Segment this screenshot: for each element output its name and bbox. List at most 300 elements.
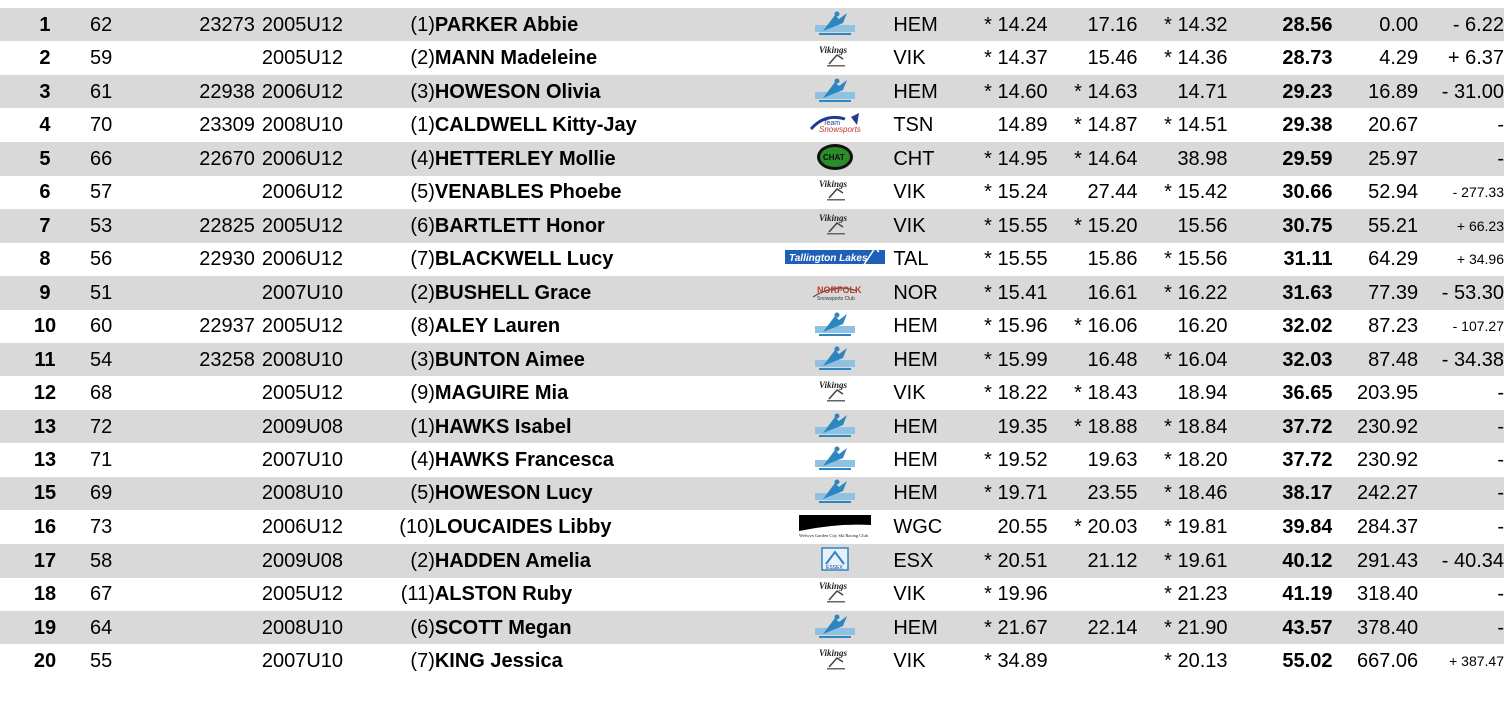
vikings-logo	[813, 42, 857, 74]
category-position-cell: (5)	[410, 181, 435, 204]
run-3-time-cell: * 14.36	[1164, 47, 1228, 70]
category-cell: U12	[306, 75, 370, 108]
svg-text:Vikings: Vikings	[819, 581, 848, 592]
club-code-cell: VIK	[893, 47, 926, 70]
ranking-diff-cell: -	[1497, 583, 1504, 606]
club-logo-cell	[778, 343, 894, 376]
position-cell: 19	[0, 611, 90, 644]
category-position-cell: (6)	[371, 209, 435, 242]
points-cell: 52.94	[1368, 181, 1419, 204]
run-3-time-cell: 14.71	[1138, 75, 1228, 108]
svg-text:Welwyn Garden City Ski Racing: Welwyn Garden City Ski Racing Club	[799, 532, 869, 538]
bib-cell: 67	[89, 583, 113, 606]
position-cell: 2	[39, 47, 51, 70]
points-cell: 4.29	[1379, 47, 1419, 70]
registration-cell	[154, 176, 255, 209]
category-cell: U12	[306, 142, 370, 176]
points-cell: 242.27	[1332, 477, 1418, 510]
run-3-time-cell: * 14.51	[1164, 114, 1228, 137]
birth-year-cell: 2007	[261, 448, 307, 471]
total-time-cell: 32.03	[1228, 343, 1333, 376]
racer-name-cell: BUNTON Aimee	[435, 343, 778, 376]
run-3-time-cell: * 19.81	[1164, 515, 1228, 538]
run-3-time-cell: * 15.42	[1164, 181, 1228, 204]
racer-name-cell: MAGUIRE Mia	[434, 382, 569, 405]
club-code-cell: WGC	[893, 515, 943, 538]
results-row	[0, 443, 1504, 476]
position-cell: 12	[33, 382, 57, 405]
run-3-time-cell: * 14.32	[1138, 8, 1228, 41]
racer-name-cell: MANN Madeleine	[434, 47, 598, 70]
results-row	[0, 376, 1504, 409]
results-row	[0, 243, 1504, 276]
run-2-time-cell: 16.61	[1048, 276, 1138, 309]
racer-name-cell: SCOTT Megan	[435, 611, 778, 644]
category-position-cell: (3)	[371, 343, 435, 376]
ranking-diff-cell: + 34.96	[1456, 251, 1504, 268]
bib-cell: 62	[90, 8, 154, 41]
run-2-time-cell: * 14.87	[1074, 114, 1138, 137]
category-position-cell: (1)	[371, 8, 435, 41]
racer-name-cell: CALDWELL Kitty-Jay	[434, 114, 637, 137]
bib-cell: 58	[90, 544, 154, 578]
total-time-cell: 30.75	[1228, 209, 1333, 242]
run-1-time-cell: 20.55	[997, 515, 1048, 538]
hemel-logo	[813, 477, 857, 509]
ranking-diff-cell: -	[1497, 114, 1504, 137]
club-logo-cell	[778, 611, 894, 644]
racer-name-cell: BARTLETT Honor	[435, 209, 778, 242]
run-2-time-cell: * 18.88	[1048, 410, 1138, 443]
birth-year-cell: 2005	[261, 583, 307, 606]
run-2-time-cell: * 20.03	[1074, 515, 1138, 538]
club-logo-cell	[778, 8, 894, 41]
racer-name-cell: ALSTON Ruby	[434, 583, 573, 606]
results-row	[0, 142, 1504, 176]
bib-cell: 53	[90, 209, 154, 242]
category-cell: U12	[306, 8, 370, 41]
birth-year-cell: 2007	[255, 276, 306, 309]
club-code-cell: VIK	[893, 650, 926, 673]
bib-cell: 56	[89, 248, 113, 271]
registration-cell: 22670	[154, 142, 255, 176]
club-logo-cell	[778, 410, 894, 443]
results-row	[0, 410, 1504, 443]
ranking-diff-cell: - 277.33	[1452, 184, 1504, 201]
results-row	[0, 176, 1504, 209]
racer-name-cell: LOUCAIDES Libby	[434, 515, 612, 538]
category-position-cell: (9)	[410, 382, 435, 405]
club-logo-cell	[778, 544, 894, 578]
run-1-time-cell: * 15.55	[958, 209, 1048, 242]
registration-cell: 23273	[154, 8, 255, 41]
svg-text:Vikings: Vikings	[819, 648, 848, 659]
club-logo-cell	[778, 142, 894, 176]
points-cell: 667.06	[1356, 650, 1419, 673]
position-cell: 17	[0, 544, 90, 578]
registration-cell	[154, 510, 255, 543]
bib-cell: 59	[89, 47, 113, 70]
total-time-cell: 31.63	[1228, 276, 1333, 309]
position-cell: 20	[33, 650, 57, 673]
svg-text:CHAT: CHAT	[823, 152, 846, 162]
run-1-time-cell: * 14.95	[958, 142, 1048, 176]
registration-cell: 22930	[199, 248, 255, 271]
run-3-time-cell: 15.56	[1138, 209, 1228, 242]
total-time-cell: 36.65	[1282, 382, 1333, 405]
run-3-time-cell: * 21.23	[1164, 583, 1228, 606]
birth-year-cell: 2005	[261, 47, 307, 70]
team-snowsports-logo	[805, 109, 865, 141]
birth-year-cell: 2005	[255, 209, 306, 242]
norfolk-logo	[807, 277, 863, 309]
results-row	[0, 578, 1504, 611]
run-1-time-cell: * 19.96	[984, 583, 1048, 606]
category-cell: U12	[306, 47, 344, 70]
registration-cell: 22825	[154, 209, 255, 242]
hemel-logo	[813, 310, 857, 342]
run-1-time-cell: * 18.22	[984, 382, 1048, 405]
club-code-cell: HEM	[893, 8, 957, 41]
points-cell: 203.95	[1356, 382, 1419, 405]
category-position-cell: (2)	[410, 47, 435, 70]
vikings-logo	[813, 210, 857, 242]
results-row	[0, 8, 1504, 41]
results-row	[0, 343, 1504, 376]
svg-text:Snowsports Club: Snowsports Club	[817, 295, 856, 302]
run-1-time-cell: * 14.60	[958, 75, 1048, 108]
birth-year-cell: 2006	[255, 75, 306, 108]
points-cell: 378.40	[1332, 611, 1418, 644]
total-time-cell: 43.57	[1228, 611, 1333, 644]
points-cell: 16.89	[1332, 75, 1418, 108]
run-1-time-cell: * 14.37	[984, 47, 1048, 70]
registration-cell: 23258	[154, 343, 255, 376]
club-code-cell: VIK	[893, 181, 926, 204]
category-cell: U12	[306, 515, 344, 538]
run-1-time-cell: 14.89	[997, 114, 1048, 137]
birth-year-cell: 2006	[261, 515, 307, 538]
hemel-logo	[813, 612, 857, 644]
club-code-cell: VIK	[893, 382, 926, 405]
run-2-time-cell: 23.55	[1048, 477, 1138, 510]
vikings-logo	[813, 578, 857, 610]
bib-cell: 73	[89, 515, 113, 538]
registration-cell	[154, 376, 255, 409]
results-row	[0, 41, 1504, 74]
chatham-logo	[815, 142, 855, 176]
club-logo-cell	[778, 108, 894, 141]
registration-cell: 23309	[199, 114, 255, 137]
club-logo-cell	[778, 310, 894, 343]
category-cell: U10	[306, 650, 344, 673]
points-cell: 0.00	[1332, 8, 1418, 41]
position-cell: 5	[0, 142, 90, 176]
ranking-diff-cell: - 6.22	[1418, 8, 1504, 41]
registration-cell	[154, 544, 255, 578]
bib-cell: 71	[89, 448, 113, 471]
registration-cell	[154, 644, 255, 677]
run-2-time-cell: 22.14	[1048, 611, 1138, 644]
club-logo-cell	[778, 176, 894, 209]
category-cell: U12	[306, 181, 344, 204]
run-2-time-cell: * 14.63	[1048, 75, 1138, 108]
bib-cell: 55	[89, 650, 113, 673]
racer-name-cell: HAWKS Isabel	[435, 410, 778, 443]
total-time-cell: 38.17	[1228, 477, 1333, 510]
category-cell: U12	[306, 382, 344, 405]
essex-logo	[818, 544, 852, 578]
total-time-cell: 40.12	[1228, 544, 1333, 578]
bib-cell: 61	[90, 75, 154, 108]
position-cell: 3	[0, 75, 90, 108]
results-row	[0, 276, 1504, 309]
birth-year-cell: 2008	[255, 477, 306, 510]
position-cell: 15	[0, 477, 90, 510]
club-code-cell: TSN	[893, 114, 934, 137]
birth-year-cell: 2005	[261, 315, 307, 338]
run-2-time-cell: 16.48	[1048, 343, 1138, 376]
club-code-cell: HEM	[893, 343, 957, 376]
vikings-logo	[813, 645, 857, 677]
svg-text:Vikings: Vikings	[819, 179, 848, 190]
category-cell: U12	[306, 248, 344, 271]
racer-name-cell: BUSHELL Grace	[435, 276, 778, 309]
run-1-time-cell: * 14.24	[958, 8, 1048, 41]
bib-cell: 72	[90, 410, 154, 443]
category-cell: U10	[306, 611, 370, 644]
results-row	[0, 209, 1504, 242]
run-2-time-cell: 15.86	[1087, 248, 1138, 271]
hemel-logo	[813, 9, 857, 41]
results-row	[0, 644, 1504, 677]
club-logo-cell	[778, 578, 894, 611]
ranking-diff-cell: - 40.34	[1418, 544, 1504, 578]
ranking-diff-cell: + 387.47	[1449, 653, 1504, 670]
category-cell: U10	[306, 343, 370, 376]
hemel-logo	[813, 411, 857, 443]
racer-name-cell: PARKER Abbie	[435, 8, 778, 41]
points-cell: 87.23	[1368, 315, 1419, 338]
ranking-diff-cell: -	[1497, 448, 1504, 471]
run-2-time-cell: * 14.64	[1048, 142, 1138, 176]
points-cell: 291.43	[1332, 544, 1418, 578]
ranking-diff-cell: -	[1418, 142, 1504, 176]
total-time-cell: 29.59	[1228, 142, 1333, 176]
birth-year-cell: 2008	[255, 343, 306, 376]
category-cell: U12	[306, 209, 370, 242]
points-cell: 25.97	[1332, 142, 1418, 176]
total-time-cell: 31.11	[1283, 248, 1333, 271]
total-time-cell: 39.84	[1282, 515, 1333, 538]
bib-cell: 57	[89, 181, 113, 204]
club-logo-cell	[778, 75, 894, 108]
points-cell: 230.92	[1332, 410, 1418, 443]
run-3-time-cell: * 19.61	[1138, 544, 1228, 578]
category-cell: U10	[306, 448, 344, 471]
results-row	[0, 544, 1504, 578]
racer-name-cell: ALEY Lauren	[434, 315, 561, 338]
club-code-cell: TAL	[893, 248, 929, 271]
svg-text:Vikings: Vikings	[819, 212, 848, 223]
svg-text:Snowsports: Snowsports	[819, 125, 862, 135]
bib-cell: 69	[90, 477, 154, 510]
club-logo-cell	[778, 276, 894, 309]
points-cell: 284.37	[1356, 515, 1419, 538]
run-2-time-cell: 17.16	[1048, 8, 1138, 41]
birth-year-cell: 2008	[261, 114, 307, 137]
position-cell: 11	[0, 343, 90, 376]
run-2-time-cell: * 15.20	[1048, 209, 1138, 242]
results-body	[0, 8, 1504, 678]
category-cell: U10	[306, 114, 344, 137]
category-cell: U08	[306, 544, 370, 578]
racer-name-cell: HETTERLEY Mollie	[435, 142, 778, 176]
birth-year-cell: 2006	[255, 142, 306, 176]
category-cell: U08	[306, 410, 370, 443]
category-position-cell: (1)	[410, 114, 435, 137]
club-logo-cell	[778, 243, 894, 276]
category-position-cell: (8)	[410, 315, 435, 338]
run-2-time-cell: * 18.43	[1074, 382, 1138, 405]
ranking-diff-cell: + 6.37	[1447, 47, 1504, 70]
run-3-time-cell: * 20.13	[1164, 650, 1228, 673]
points-cell: 230.92	[1356, 448, 1419, 471]
run-1-time-cell: * 15.96	[984, 315, 1048, 338]
run-2-time-cell	[1048, 578, 1138, 611]
position-cell: 9	[0, 276, 90, 309]
run-1-time-cell: 19.35	[958, 410, 1048, 443]
category-position-cell: (5)	[371, 477, 435, 510]
run-1-time-cell: * 20.51	[958, 544, 1048, 578]
category-position-cell: (2)	[371, 544, 435, 578]
ranking-diff-cell: -	[1418, 611, 1504, 644]
category-position-cell: (4)	[371, 142, 435, 176]
registration-cell	[154, 410, 255, 443]
club-logo-cell	[778, 376, 894, 409]
ranking-diff-cell: -	[1497, 382, 1504, 405]
svg-text:Tallington Lakes: Tallington Lakes	[789, 253, 869, 265]
registration-cell	[154, 276, 255, 309]
racer-name-cell: HOWESON Olivia	[435, 75, 778, 108]
ranking-diff-cell: + 66.23	[1418, 209, 1504, 242]
category-cell: U10	[306, 477, 370, 510]
bib-cell: 51	[90, 276, 154, 309]
total-time-cell: 55.02	[1282, 650, 1333, 673]
svg-text:ESSEX: ESSEX	[826, 564, 844, 571]
run-3-time-cell: * 18.46	[1138, 477, 1228, 510]
registration-cell: 22938	[154, 75, 255, 108]
results-row	[0, 477, 1504, 510]
category-position-cell: (2)	[371, 276, 435, 309]
category-position-cell: (7)	[410, 650, 435, 673]
results-row	[0, 108, 1504, 141]
run-3-time-cell: * 16.22	[1138, 276, 1228, 309]
ranking-diff-cell: -	[1418, 477, 1504, 510]
category-position-cell: (10)	[399, 515, 435, 538]
run-1-time-cell: * 15.41	[958, 276, 1048, 309]
run-3-time-cell: * 16.04	[1138, 343, 1228, 376]
registration-cell: 22937	[199, 315, 255, 338]
points-cell: 77.39	[1332, 276, 1418, 309]
run-2-time-cell: 19.63	[1087, 448, 1138, 471]
run-1-time-cell: * 19.71	[958, 477, 1048, 510]
hemel-logo	[813, 444, 857, 476]
run-1-time-cell: * 19.52	[984, 448, 1048, 471]
position-cell: 1	[0, 8, 90, 41]
total-time-cell: 41.19	[1282, 583, 1333, 606]
total-time-cell: 37.72	[1282, 448, 1333, 471]
bib-cell: 70	[89, 114, 113, 137]
results-row	[0, 310, 1504, 343]
registration-cell	[154, 443, 255, 476]
club-logo-cell	[778, 510, 894, 543]
bib-cell: 68	[89, 382, 113, 405]
total-time-cell: 29.23	[1228, 75, 1333, 108]
run-3-time-cell: * 21.90	[1138, 611, 1228, 644]
svg-text:NORFOLK: NORFOLK	[817, 284, 862, 295]
racer-name-cell: HOWESON Lucy	[435, 477, 778, 510]
racer-name-cell: HAWKS Francesca	[434, 448, 614, 471]
run-3-time-cell: 16.20	[1177, 315, 1228, 338]
club-code-cell: HEM	[893, 611, 957, 644]
category-cell: U10	[306, 276, 370, 309]
hemel-logo	[813, 344, 857, 376]
racer-name-cell: VENABLES Phoebe	[434, 181, 622, 204]
total-time-cell: 32.02	[1282, 315, 1333, 338]
club-code-cell: HEM	[893, 410, 957, 443]
points-cell: 64.29	[1368, 248, 1419, 271]
club-logo-cell	[778, 644, 894, 677]
ranking-diff-cell: - 31.00	[1418, 75, 1504, 108]
club-code-cell: HEM	[893, 448, 938, 471]
birth-year-cell: 2009	[255, 544, 306, 578]
hemel-logo	[813, 76, 857, 108]
club-code-cell: ESX	[893, 544, 957, 578]
tallington-logo	[785, 246, 885, 272]
run-3-time-cell: * 15.56	[1164, 248, 1228, 271]
total-time-cell: 30.66	[1282, 181, 1333, 204]
wgc-logo	[797, 511, 873, 543]
birth-year-cell: 2005	[261, 382, 307, 405]
total-time-cell: 29.38	[1282, 114, 1333, 137]
ranking-diff-cell: - 53.30	[1418, 276, 1504, 309]
ranking-diff-cell: -	[1418, 410, 1504, 443]
bib-cell: 60	[89, 315, 113, 338]
category-position-cell: (4)	[410, 448, 435, 471]
racer-name-cell: BLACKWELL Lucy	[434, 248, 614, 271]
birth-year-cell: 2005	[255, 8, 306, 41]
club-code-cell: VIK	[893, 583, 926, 606]
position-cell: 16	[33, 515, 57, 538]
racer-name-cell: KING Jessica	[434, 650, 563, 673]
club-logo-cell	[778, 41, 894, 74]
category-position-cell: (7)	[410, 248, 435, 271]
registration-cell	[154, 578, 255, 611]
birth-year-cell: 2007	[261, 650, 307, 673]
results-row	[0, 611, 1504, 644]
svg-text:Vikings: Vikings	[819, 380, 848, 391]
club-logo-cell	[778, 477, 894, 510]
results-table	[0, 8, 1504, 678]
position-cell: 13	[0, 410, 90, 443]
run-2-time-cell: 27.44	[1087, 181, 1138, 204]
run-3-time-cell: 38.98	[1138, 142, 1228, 176]
position-cell: 4	[39, 114, 51, 137]
svg-text:Team: Team	[823, 120, 841, 128]
club-code-cell: HEM	[893, 477, 957, 510]
category-position-cell: (1)	[371, 410, 435, 443]
